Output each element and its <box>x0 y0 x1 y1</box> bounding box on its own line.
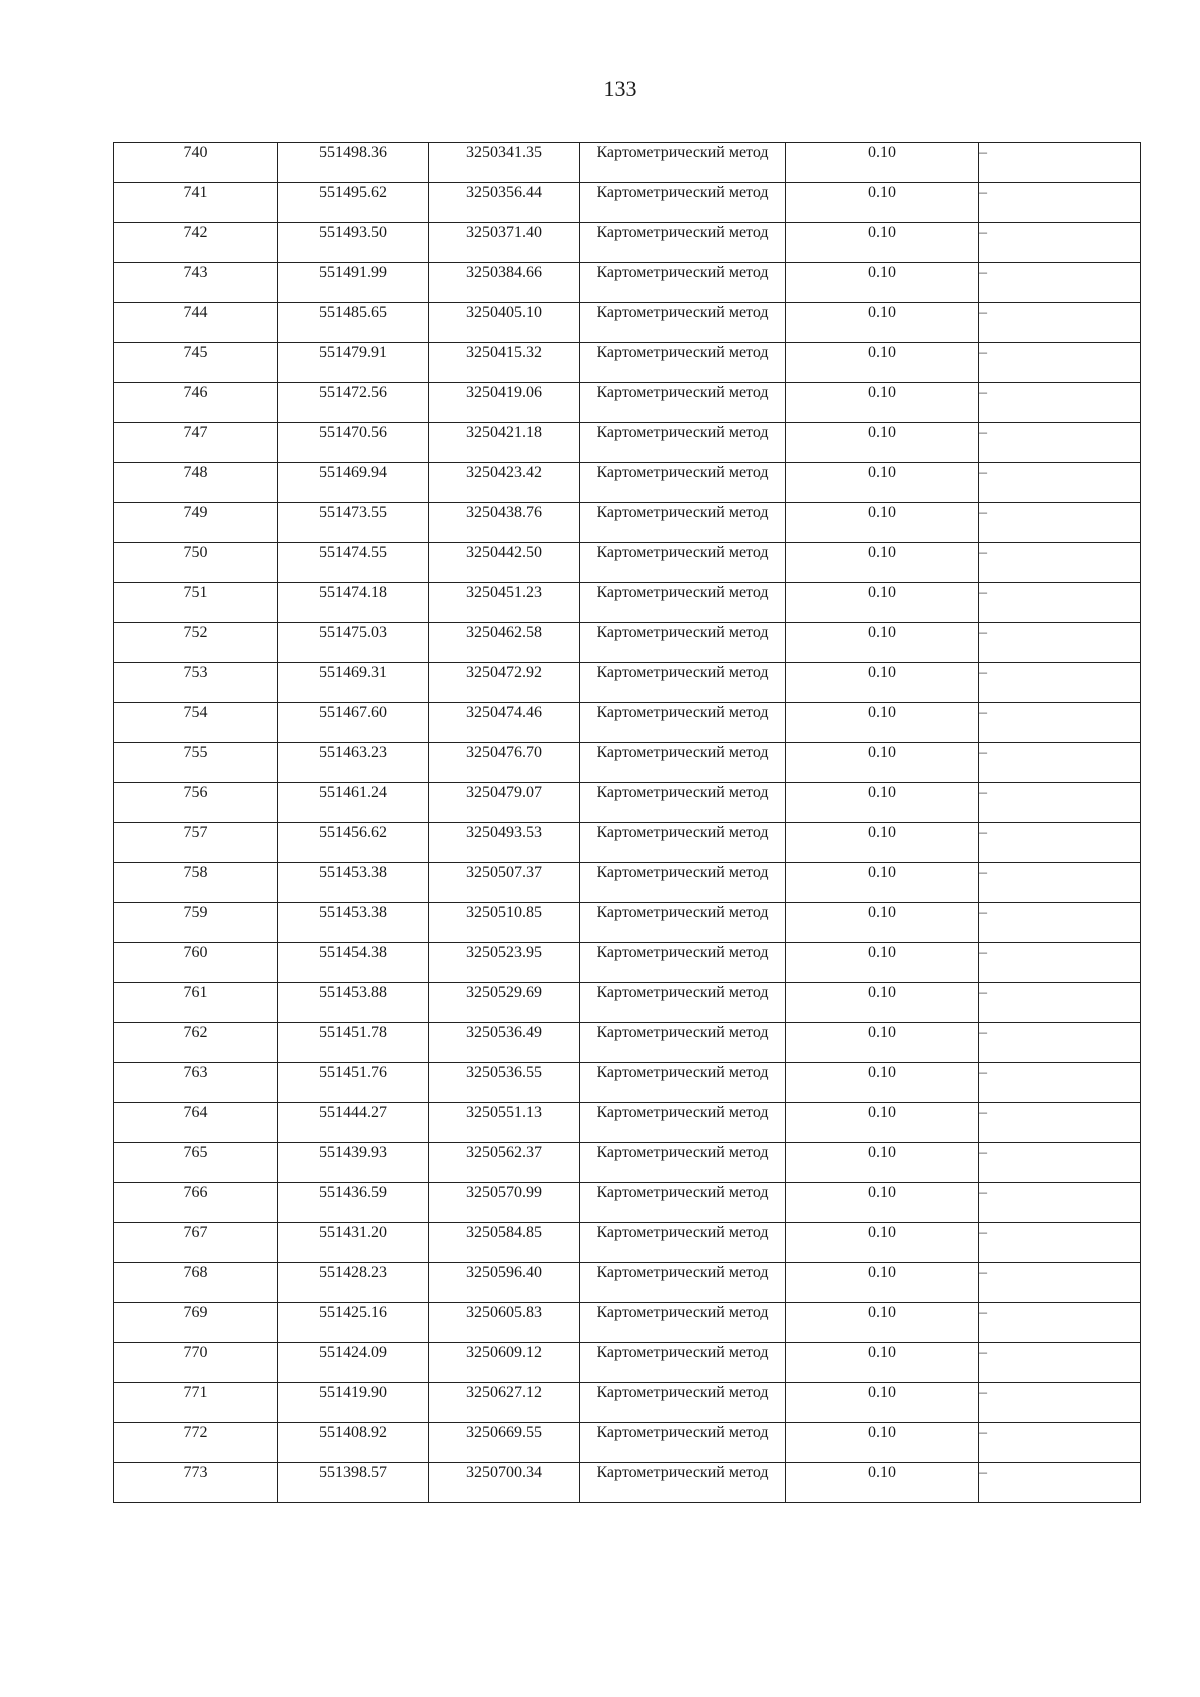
accuracy-cell: 0.10 <box>786 463 979 503</box>
table-row <box>114 463 1141 503</box>
x-coordinate-cell: 551485.65 <box>278 303 429 343</box>
point-number-cell: 751 <box>114 583 278 623</box>
y-coordinate-cell: 3250371.40 <box>429 223 580 263</box>
y-coordinate-cell: 3250493.53 <box>429 823 580 863</box>
accuracy-cell: 0.10 <box>786 1023 979 1063</box>
table-row <box>114 1463 1141 1503</box>
method-cell: Картометрический метод <box>580 663 786 703</box>
x-coordinate-cell: 551472.56 <box>278 383 429 423</box>
table-row <box>114 1143 1141 1183</box>
table-row <box>114 1423 1141 1463</box>
x-coordinate-cell: 551453.88 <box>278 983 429 1023</box>
method-cell: Картометрический метод <box>580 383 786 423</box>
x-coordinate-cell: 551467.60 <box>278 703 429 743</box>
accuracy-cell: 0.10 <box>786 223 979 263</box>
point-number-cell: 758 <box>114 863 278 903</box>
note-cell: – <box>979 1023 1141 1063</box>
x-coordinate-cell: 551469.94 <box>278 463 429 503</box>
accuracy-cell: 0.10 <box>786 543 979 583</box>
x-coordinate-cell: 551453.38 <box>278 903 429 943</box>
note-cell: – <box>979 1263 1141 1303</box>
method-cell: Картометрический метод <box>580 1343 786 1383</box>
point-number-cell: 759 <box>114 903 278 943</box>
y-coordinate-cell: 3250507.37 <box>429 863 580 903</box>
x-coordinate-cell: 551461.24 <box>278 783 429 823</box>
note-cell: – <box>979 263 1141 303</box>
method-cell: Картометрический метод <box>580 1423 786 1463</box>
table-row <box>114 1383 1141 1423</box>
table-row <box>114 1223 1141 1263</box>
table-row <box>114 1263 1141 1303</box>
note-cell: – <box>979 783 1141 823</box>
note-cell: – <box>979 743 1141 783</box>
table-row <box>114 423 1141 463</box>
x-coordinate-cell: 551431.20 <box>278 1223 429 1263</box>
y-coordinate-cell: 3250462.58 <box>429 623 580 663</box>
point-number-cell: 747 <box>114 423 278 463</box>
table-body <box>114 143 1141 1503</box>
x-coordinate-cell: 551436.59 <box>278 1183 429 1223</box>
y-coordinate-cell: 3250421.18 <box>429 423 580 463</box>
accuracy-cell: 0.10 <box>786 183 979 223</box>
method-cell: Картометрический метод <box>580 223 786 263</box>
method-cell: Картометрический метод <box>580 823 786 863</box>
method-cell: Картометрический метод <box>580 983 786 1023</box>
x-coordinate-cell: 551428.23 <box>278 1263 429 1303</box>
y-coordinate-cell: 3250570.99 <box>429 1183 580 1223</box>
table-row <box>114 223 1141 263</box>
y-coordinate-cell: 3250536.49 <box>429 1023 580 1063</box>
x-coordinate-cell: 551479.91 <box>278 343 429 383</box>
point-number-cell: 752 <box>114 623 278 663</box>
method-cell: Картометрический метод <box>580 1023 786 1063</box>
point-number-cell: 742 <box>114 223 278 263</box>
method-cell: Картометрический метод <box>580 263 786 303</box>
x-coordinate-cell: 551463.23 <box>278 743 429 783</box>
table-row <box>114 943 1141 983</box>
note-cell: – <box>979 943 1141 983</box>
table-row <box>114 1343 1141 1383</box>
accuracy-cell: 0.10 <box>786 1063 979 1103</box>
note-cell: – <box>979 863 1141 903</box>
y-coordinate-cell: 3250356.44 <box>429 183 580 223</box>
method-cell: Картометрический метод <box>580 623 786 663</box>
accuracy-cell: 0.10 <box>786 1103 979 1143</box>
note-cell: – <box>979 303 1141 343</box>
method-cell: Картометрический метод <box>580 543 786 583</box>
accuracy-cell: 0.10 <box>786 1143 979 1183</box>
x-coordinate-cell: 551451.76 <box>278 1063 429 1103</box>
x-coordinate-cell: 551398.57 <box>278 1463 429 1503</box>
x-coordinate-cell: 551475.03 <box>278 623 429 663</box>
accuracy-cell: 0.10 <box>786 343 979 383</box>
y-coordinate-cell: 3250609.12 <box>429 1343 580 1383</box>
accuracy-cell: 0.10 <box>786 423 979 463</box>
x-coordinate-cell: 551491.99 <box>278 263 429 303</box>
note-cell: – <box>979 1063 1141 1103</box>
coordinates-table <box>113 142 1141 1503</box>
note-cell: – <box>979 823 1141 863</box>
table-row <box>114 183 1141 223</box>
accuracy-cell: 0.10 <box>786 1343 979 1383</box>
y-coordinate-cell: 3250669.55 <box>429 1423 580 1463</box>
y-coordinate-cell: 3250442.50 <box>429 543 580 583</box>
method-cell: Картометрический метод <box>580 423 786 463</box>
x-coordinate-cell: 551495.62 <box>278 183 429 223</box>
note-cell: – <box>979 1343 1141 1383</box>
note-cell: – <box>979 543 1141 583</box>
note-cell: – <box>979 503 1141 543</box>
y-coordinate-cell: 3250474.46 <box>429 703 580 743</box>
point-number-cell: 773 <box>114 1463 278 1503</box>
method-cell: Картометрический метод <box>580 1263 786 1303</box>
x-coordinate-cell: 551469.31 <box>278 663 429 703</box>
method-cell: Картометрический метод <box>580 1303 786 1343</box>
accuracy-cell: 0.10 <box>786 1263 979 1303</box>
method-cell: Картометрический метод <box>580 863 786 903</box>
table-row <box>114 263 1141 303</box>
point-number-cell: 755 <box>114 743 278 783</box>
point-number-cell: 754 <box>114 703 278 743</box>
y-coordinate-cell: 3250529.69 <box>429 983 580 1023</box>
table-row <box>114 1023 1141 1063</box>
y-coordinate-cell: 3250510.85 <box>429 903 580 943</box>
table-row <box>114 1063 1141 1103</box>
x-coordinate-cell: 551470.56 <box>278 423 429 463</box>
method-cell: Картометрический метод <box>580 703 786 743</box>
point-number-cell: 745 <box>114 343 278 383</box>
accuracy-cell: 0.10 <box>786 943 979 983</box>
point-number-cell: 746 <box>114 383 278 423</box>
accuracy-cell: 0.10 <box>786 1423 979 1463</box>
method-cell: Картометрический метод <box>580 183 786 223</box>
y-coordinate-cell: 3250596.40 <box>429 1263 580 1303</box>
y-coordinate-cell: 3250405.10 <box>429 303 580 343</box>
point-number-cell: 740 <box>114 143 278 183</box>
note-cell: – <box>979 1303 1141 1343</box>
method-cell: Картометрический метод <box>580 143 786 183</box>
table-row <box>114 623 1141 663</box>
table-row <box>114 543 1141 583</box>
note-cell: – <box>979 1103 1141 1143</box>
x-coordinate-cell: 551425.16 <box>278 1303 429 1343</box>
point-number-cell: 741 <box>114 183 278 223</box>
note-cell: – <box>979 983 1141 1023</box>
note-cell: – <box>979 583 1141 623</box>
y-coordinate-cell: 3250479.07 <box>429 783 580 823</box>
page-number: 133 <box>603 76 637 101</box>
method-cell: Картометрический метод <box>580 1063 786 1103</box>
accuracy-cell: 0.10 <box>786 663 979 703</box>
method-cell: Картометрический метод <box>580 1143 786 1183</box>
accuracy-cell: 0.10 <box>786 583 979 623</box>
point-number-cell: 757 <box>114 823 278 863</box>
table-row <box>114 703 1141 743</box>
point-number-cell: 763 <box>114 1063 278 1103</box>
y-coordinate-cell: 3250472.92 <box>429 663 580 703</box>
x-coordinate-cell: 551444.27 <box>278 1103 429 1143</box>
note-cell: – <box>979 1143 1141 1183</box>
point-number-cell: 744 <box>114 303 278 343</box>
method-cell: Картометрический метод <box>580 1103 786 1143</box>
accuracy-cell: 0.10 <box>786 383 979 423</box>
y-coordinate-cell: 3250551.13 <box>429 1103 580 1143</box>
point-number-cell: 767 <box>114 1223 278 1263</box>
y-coordinate-cell: 3250415.32 <box>429 343 580 383</box>
y-coordinate-cell: 3250605.83 <box>429 1303 580 1343</box>
y-coordinate-cell: 3250419.06 <box>429 383 580 423</box>
method-cell: Картометрический метод <box>580 943 786 983</box>
x-coordinate-cell: 551454.38 <box>278 943 429 983</box>
accuracy-cell: 0.10 <box>786 823 979 863</box>
method-cell: Картометрический метод <box>580 743 786 783</box>
accuracy-cell: 0.10 <box>786 783 979 823</box>
y-coordinate-cell: 3250384.66 <box>429 263 580 303</box>
point-number-cell: 768 <box>114 1263 278 1303</box>
y-coordinate-cell: 3250341.35 <box>429 143 580 183</box>
point-number-cell: 766 <box>114 1183 278 1223</box>
note-cell: – <box>979 183 1141 223</box>
note-cell: – <box>979 383 1141 423</box>
point-number-cell: 762 <box>114 1023 278 1063</box>
method-cell: Картометрический метод <box>580 343 786 383</box>
accuracy-cell: 0.10 <box>786 743 979 783</box>
x-coordinate-cell: 551408.92 <box>278 1423 429 1463</box>
accuracy-cell: 0.10 <box>786 503 979 543</box>
point-number-cell: 743 <box>114 263 278 303</box>
note-cell: – <box>979 903 1141 943</box>
note-cell: – <box>979 223 1141 263</box>
table-row <box>114 143 1141 183</box>
method-cell: Картометрический метод <box>580 583 786 623</box>
y-coordinate-cell: 3250627.12 <box>429 1383 580 1423</box>
accuracy-cell: 0.10 <box>786 1223 979 1263</box>
point-number-cell: 764 <box>114 1103 278 1143</box>
accuracy-cell: 0.10 <box>786 303 979 343</box>
table-row <box>114 383 1141 423</box>
method-cell: Картометрический метод <box>580 303 786 343</box>
method-cell: Картометрический метод <box>580 783 786 823</box>
accuracy-cell: 0.10 <box>786 1303 979 1343</box>
table-row <box>114 303 1141 343</box>
method-cell: Картометрический метод <box>580 463 786 503</box>
table-row <box>114 663 1141 703</box>
y-coordinate-cell: 3250423.42 <box>429 463 580 503</box>
x-coordinate-cell: 551474.55 <box>278 543 429 583</box>
point-number-cell: 748 <box>114 463 278 503</box>
note-cell: – <box>979 1183 1141 1223</box>
y-coordinate-cell: 3250536.55 <box>429 1063 580 1103</box>
note-cell: – <box>979 143 1141 183</box>
table-row <box>114 1103 1141 1143</box>
note-cell: – <box>979 463 1141 503</box>
x-coordinate-cell: 551474.18 <box>278 583 429 623</box>
point-number-cell: 765 <box>114 1143 278 1183</box>
note-cell: – <box>979 1463 1141 1503</box>
accuracy-cell: 0.10 <box>786 1383 979 1423</box>
note-cell: – <box>979 623 1141 663</box>
y-coordinate-cell: 3250523.95 <box>429 943 580 983</box>
x-coordinate-cell: 551424.09 <box>278 1343 429 1383</box>
table-row <box>114 783 1141 823</box>
point-number-cell: 761 <box>114 983 278 1023</box>
x-coordinate-cell: 551453.38 <box>278 863 429 903</box>
point-number-cell: 750 <box>114 543 278 583</box>
table-row <box>114 503 1141 543</box>
table-row <box>114 743 1141 783</box>
x-coordinate-cell: 551456.62 <box>278 823 429 863</box>
table-row <box>114 903 1141 943</box>
point-number-cell: 756 <box>114 783 278 823</box>
table-row <box>114 343 1141 383</box>
point-number-cell: 760 <box>114 943 278 983</box>
note-cell: – <box>979 703 1141 743</box>
x-coordinate-cell: 551498.36 <box>278 143 429 183</box>
point-number-cell: 769 <box>114 1303 278 1343</box>
method-cell: Картометрический метод <box>580 1223 786 1263</box>
y-coordinate-cell: 3250700.34 <box>429 1463 580 1503</box>
method-cell: Картометрический метод <box>580 1463 786 1503</box>
point-number-cell: 771 <box>114 1383 278 1423</box>
accuracy-cell: 0.10 <box>786 863 979 903</box>
accuracy-cell: 0.10 <box>786 983 979 1023</box>
y-coordinate-cell: 3250451.23 <box>429 583 580 623</box>
y-coordinate-cell: 3250476.70 <box>429 743 580 783</box>
y-coordinate-cell: 3250438.76 <box>429 503 580 543</box>
accuracy-cell: 0.10 <box>786 263 979 303</box>
x-coordinate-cell: 551473.55 <box>278 503 429 543</box>
note-cell: – <box>979 343 1141 383</box>
method-cell: Картометрический метод <box>580 903 786 943</box>
accuracy-cell: 0.10 <box>786 903 979 943</box>
note-cell: – <box>979 1423 1141 1463</box>
note-cell: – <box>979 663 1141 703</box>
accuracy-cell: 0.10 <box>786 1463 979 1503</box>
x-coordinate-cell: 551419.90 <box>278 1383 429 1423</box>
y-coordinate-cell: 3250584.85 <box>429 1223 580 1263</box>
point-number-cell: 772 <box>114 1423 278 1463</box>
x-coordinate-cell: 551493.50 <box>278 223 429 263</box>
y-coordinate-cell: 3250562.37 <box>429 1143 580 1183</box>
point-number-cell: 749 <box>114 503 278 543</box>
accuracy-cell: 0.10 <box>786 703 979 743</box>
table-row <box>114 1303 1141 1343</box>
note-cell: – <box>979 1223 1141 1263</box>
table-row <box>114 583 1141 623</box>
table-row <box>114 1183 1141 1223</box>
table-row <box>114 863 1141 903</box>
method-cell: Картометрический метод <box>580 1383 786 1423</box>
accuracy-cell: 0.10 <box>786 1183 979 1223</box>
point-number-cell: 753 <box>114 663 278 703</box>
accuracy-cell: 0.10 <box>786 143 979 183</box>
note-cell: – <box>979 423 1141 463</box>
table-row <box>114 983 1141 1023</box>
method-cell: Картометрический метод <box>580 1183 786 1223</box>
note-cell: – <box>979 1383 1141 1423</box>
accuracy-cell: 0.10 <box>786 623 979 663</box>
method-cell: Картометрический метод <box>580 503 786 543</box>
x-coordinate-cell: 551439.93 <box>278 1143 429 1183</box>
point-number-cell: 770 <box>114 1343 278 1383</box>
x-coordinate-cell: 551451.78 <box>278 1023 429 1063</box>
table-row <box>114 823 1141 863</box>
